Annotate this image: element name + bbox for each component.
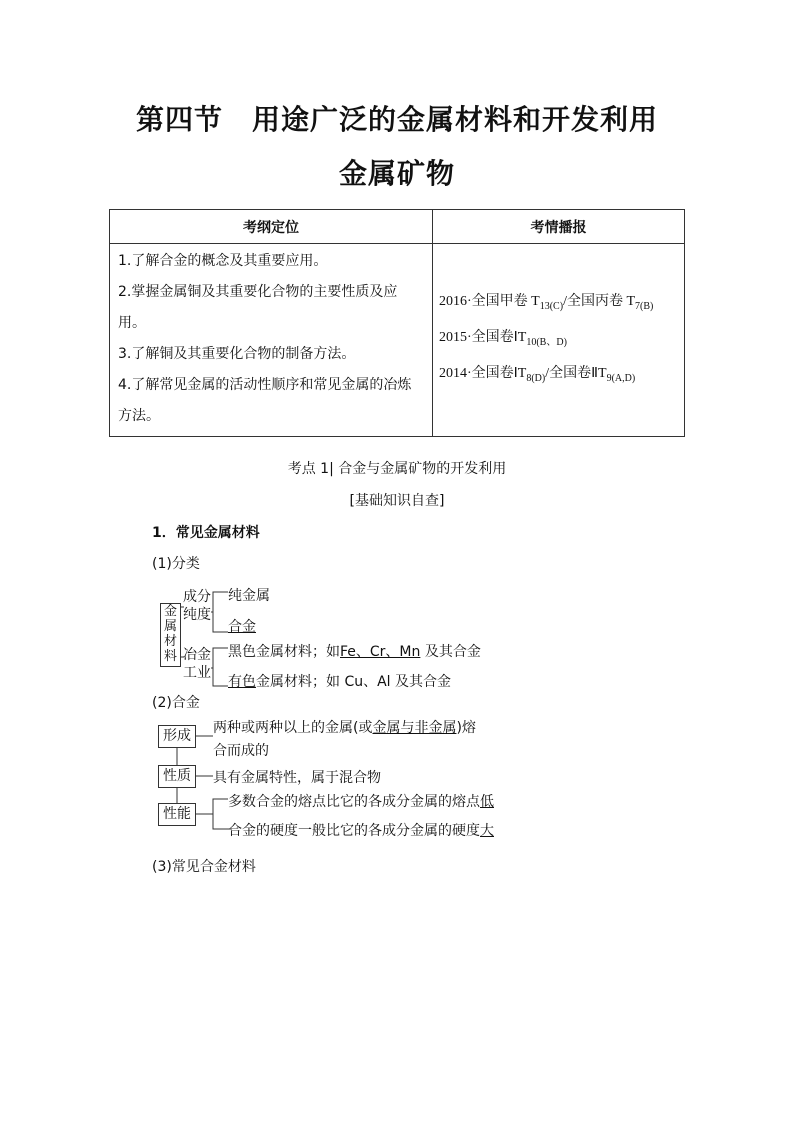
syllabus-item: 2.掌握金属铜及其重要化合物的主要性质及应用。 — [118, 284, 398, 331]
ferrous-metal-text: 黑色金属材料；如Fe、Cr、Mn 及其合金 — [228, 644, 481, 660]
subheading-classification: (1)分类 — [152, 556, 200, 572]
branch-metallurgy: 冶金 工业 — [183, 647, 211, 681]
page-title-line2: 金属矿物 — [338, 157, 455, 190]
formation-box: 形成 — [158, 725, 196, 748]
performance-text-2: 合金的硬度一般比它的各成分金属的硬度大 — [228, 823, 494, 839]
metal-materials-box: 金 属 材 料 — [160, 603, 181, 667]
formation-text: 两种或两种以上的金属(或金属与非金属)熔 — [213, 720, 476, 736]
syllabus-item: 4.了解常见金属的活动性顺序和常见金属的冶炼方法。 — [118, 377, 412, 424]
performance-text-1: 多数合金的熔点比它的各成分金属的熔点低 — [228, 794, 494, 810]
page-title: 第四节 用途广泛的金属材料和开发利用 — [135, 103, 658, 136]
subheading-alloy: (2)合金 — [152, 695, 200, 711]
exam-report-item: 2014·全国卷$ⅠT_{8(D)}/$全国卷$ⅡT_{9(A,D)}$ — [439, 365, 636, 384]
pure-metal-label: 纯金属 — [228, 588, 270, 604]
topic-heading: 考点 1| 合金与金属矿物的开发利用 — [287, 461, 507, 477]
exam-report-item: 2015·全国卷$ⅠT_{10(B、D)}$ — [439, 330, 567, 348]
syllabus-item: 1.了解合金的概念及其重要应用。 — [118, 253, 328, 269]
exam-report-item: 2016·全国甲卷 $T_{13(C)}/$全国丙卷 $T_{7(B)}$ — [439, 294, 654, 313]
subsection-heading: [基础知识自查] — [349, 493, 445, 509]
property-text: 具有金属特性，属于混合物 — [213, 770, 381, 786]
subheading-common-alloys: (3)常见合金材料 — [152, 859, 256, 875]
syllabus-item: 3.了解铜及其重要化合物的制备方法。 — [118, 346, 356, 362]
performance-box: 性能 — [158, 803, 196, 826]
nonferrous-metal-text: 有色金属材料；如 Cu、Al 及其合金 — [228, 674, 452, 690]
branch-composition: 成分 纯度 — [183, 589, 211, 623]
alloy-label: 合金 — [228, 619, 256, 635]
table-header-kaogang: 考纲定位 — [110, 210, 433, 244]
section-heading: 1．常见金属材料 — [152, 525, 260, 541]
table-header-kaoqing: 考情播报 — [433, 210, 685, 244]
formation-text-line2: 合而成的 — [213, 743, 269, 759]
property-box: 性质 — [158, 765, 196, 788]
